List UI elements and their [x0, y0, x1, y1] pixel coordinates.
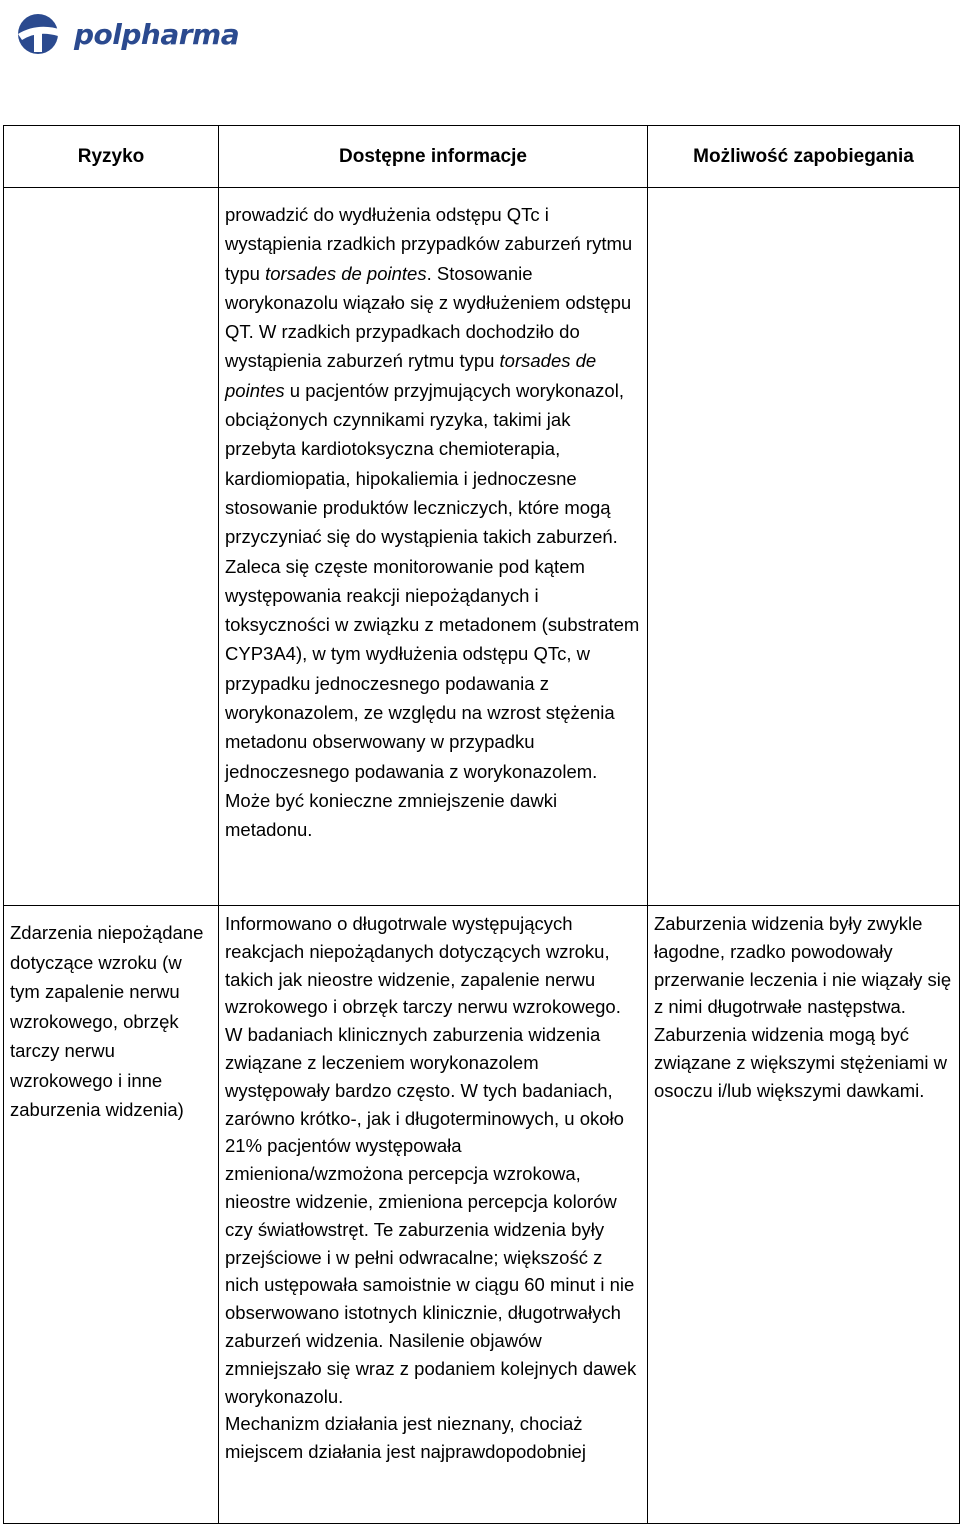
header-prevention: Możliwość zapobiegania	[648, 126, 960, 188]
info-text: u pacjentów przyjmujących worykonazol, obciążonych czynnikami ryzyka, takimi jak przebyta kardiotoksyczna chemioterapia, kardiomiopatia, hipokaliemia i jednoczesne stosowanie produktów leczniczych, które mogą przyczyniać się do wystąpienia takich zaburzeń.	[225, 379, 624, 548]
prevention-paragraph: Zaburzenia widzenia były zwykle łagodne, rzadko powodowały przerwanie leczenia i nie wiązały się z nimi długotrwałe następstwa.	[654, 913, 952, 1018]
header-info: Dostępne informacje	[219, 126, 648, 188]
table-header-row	[4, 126, 960, 188]
info-text: . Stosowanie worykonazolu wiązało się z wydłużeniem odstępu QT. W rzadkich przypadkach dochodziło do wystąpienia zaburzeń rytmu typu	[225, 262, 632, 372]
prevention-text	[648, 188, 959, 200]
polpharma-logo-mark	[12, 12, 72, 56]
risk-text	[4, 188, 218, 200]
info-cell	[219, 906, 648, 1524]
risk-cell	[4, 188, 219, 906]
info-paragraph	[225, 200, 641, 552]
header-risk: Ryzyko	[4, 126, 219, 188]
risk-text: Zdarzenia niepożądane dotyczące wzroku (w tym zapalenie nerwu wzrokowego, obrzęk tarczy nerwu wzrokowego i inne zaburzenia widzenia)	[10, 922, 204, 1120]
brand-name: polpharma	[74, 18, 240, 51]
prevention-paragraph: Zaburzenia widzenia mogą być związane z większymi stężeniami w osoczu i/lub większymi dawkami.	[654, 1024, 948, 1101]
polpharma-logo	[12, 12, 240, 56]
info-cell	[219, 188, 648, 906]
prevention-cell	[648, 906, 960, 1524]
table-row	[4, 188, 960, 906]
risk-table	[3, 125, 960, 1524]
info-paragraph: Mechanizm działania jest nieznany, chociaż miejscem działania jest najprawdopodobniej	[225, 1413, 586, 1463]
info-paragraph: Zaleca się częste monitorowanie pod kątem występowania reakcji niepożądanych i toksyczności w związku z metadonem (substratem CYP3A4), w tym wydłużenia odstępu QTc, w przypadku jednoczesnego podawania z worykonazolem, ze względu na wzrost stężenia metadonu obserwowany w przypadku jednoczesnego podawania z worykonazolem. Może być konieczne zmniejszenie dawki metadonu.	[225, 555, 640, 841]
info-italic-term: torsades de pointes	[225, 350, 597, 401]
info-text: prowadzić do wydłużenia odstępu QTc i wystąpienia rzadkich przypadków zaburzeń rytmu typu	[225, 204, 633, 284]
prevention-cell	[648, 188, 960, 906]
info-paragraph: W badaniach klinicznych zaburzenia widzenia związane z leczeniem worykonazolem występowały bardzo często. W tych badaniach, zarówno krótko-, jak i długoterminowych, u około 21% pacjentów występowała zmieniona/wzmożona percepcja wzrokowa, nieostre widzenie, zmieniona percepcja kolorów czy światłowstręt. Te zaburzenia widzenia były przejściowe i w pełni odwracalne; większość z nich ustępowała samoistnie w ciągu 60 minut i nie obserwowano istotnych klinicznie, długotrwałych zaburzeń widzenia. Nasilenie objawów zmniejszało się wraz z podaniem kolejnych dawek worykonazolu.	[225, 1024, 637, 1407]
risk-cell	[4, 906, 219, 1524]
info-paragraph: Informowano o długotrwale występujących reakcjach niepożądanych dotyczących wzroku, takich jak nieostre widzenie, zapalenie nerwu wzrokowego i obrzęk tarczy nerwu wzrokowego.	[225, 913, 621, 1018]
table-row	[4, 906, 960, 1524]
info-italic-term: torsades de pointes	[265, 262, 427, 284]
